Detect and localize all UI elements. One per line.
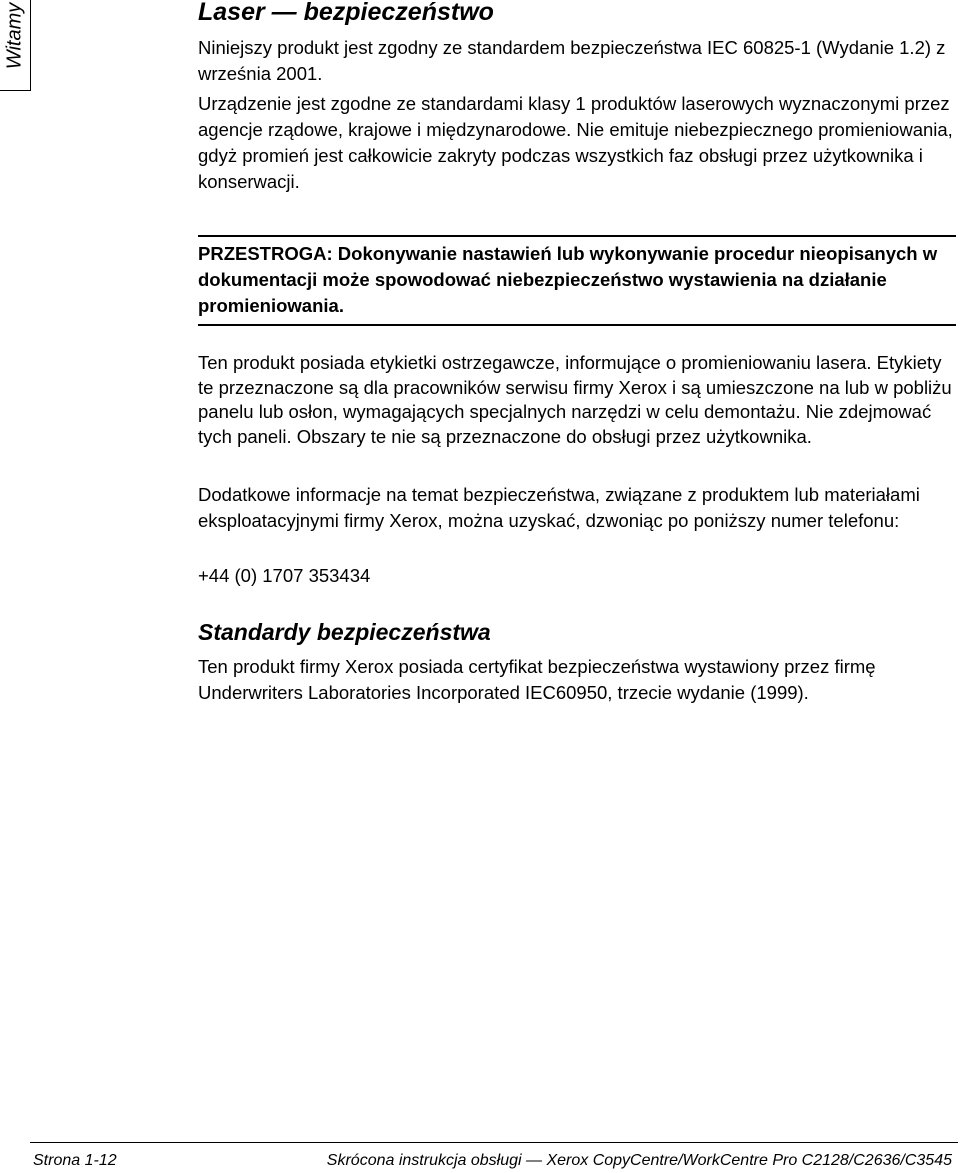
side-tab-label: Witamy <box>3 2 26 70</box>
section-title-standards: Standardy bezpieczeństwa <box>198 619 491 645</box>
caution-box: PRZESTROGA: Dokonywanie nastawień lub wykonywanie procedur nieopisanych w dokumentacji może spowodować niebezpieczeństwo wystawienia na działanie promieniowania. <box>198 235 956 326</box>
side-tab <box>0 0 31 91</box>
laser-paragraph-info: Dodatkowe informacje na temat bezpieczeństwa, związane z produktem lub materiałami eksploatacyjnymi firmy Xerox, można uzyskać, dzwoniąc po poniższy numer telefonu: <box>198 484 920 531</box>
standards-paragraph: Ten produkt firmy Xerox posiada certyfikat bezpieczeństwa wystawiony przez firmę Underwriters Laboratories Incorporated IEC60950, trzecie wydanie (1999). <box>198 656 876 703</box>
laser-paragraph-class1: Urządzenie jest zgodne ze standardami klasy 1 produktów laserowych wyznaczonymi przez agencje rządowe, krajowe i międzynarodowe. Nie emituje niebezpiecznego promieniowania, gdyż promień jest całkowicie zakryty podczas wszystkich faz obsługi przez użytkownika i konserwacji. <box>198 93 953 192</box>
laser-paragraph-labels: Ten produkt posiada etykietki ostrzegawcze, informujące o promieniowaniu lasera. Etykiety te przeznaczone są dla pracowników serwisu firmy Xerox i są umieszczone na lub w pobliżu panelu lub osłon, wymagających specjalnych narzędzi w celu demontażu. Nie zdejmować tych paneli. Obszary te nie są przeznaczone do obsługi przez użytkownika. <box>198 352 952 447</box>
footer-document-title: Skrócona instrukcja obsługi — Xerox CopyCentre/WorkCentre Pro C2128/C2636/C3545 <box>326 1152 952 1169</box>
section-title-laser: Laser — bezpieczeństwo <box>198 0 494 26</box>
footer-page-number: Strona 1-12 <box>33 1152 117 1169</box>
laser-paragraph-standard: Niniejszy produkt jest zgodny ze standardem bezpieczeństwa IEC 60825-1 (Wydanie 1.2) z września 2001. <box>198 37 946 84</box>
phone-number: +44 (0) 1707 353434 <box>198 565 371 586</box>
footer-divider <box>30 1142 958 1143</box>
